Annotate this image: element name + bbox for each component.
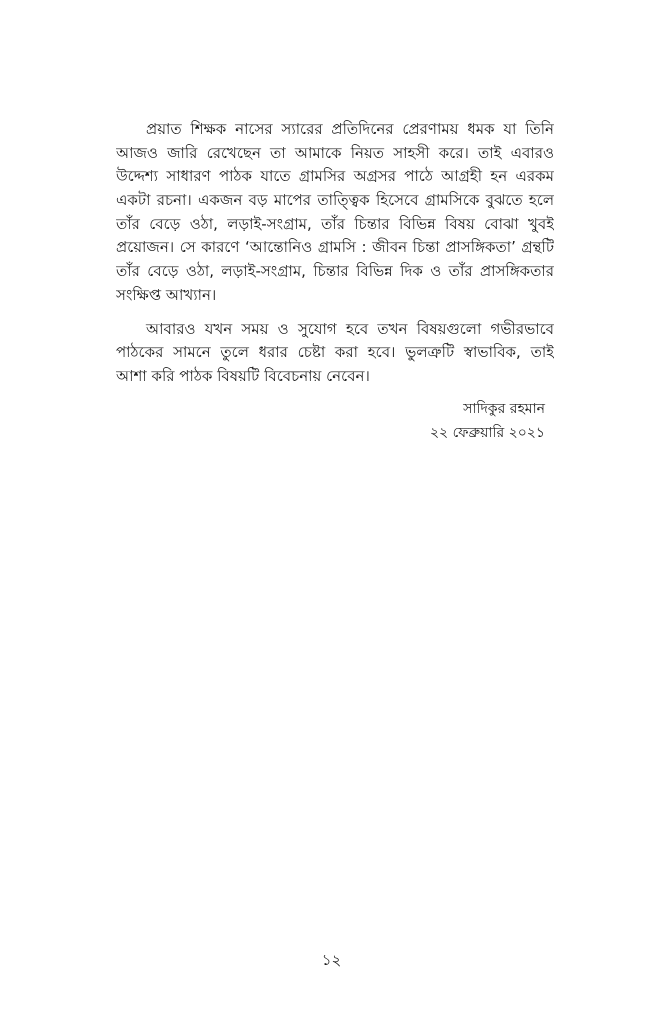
paragraph-line: প্রয়াত শিক্ষক নাসের স্যারের প্রতিদিনের প্রেরণাময় ধমক যা তিনি (146, 120, 554, 138)
page-number: ১২ (321, 951, 342, 969)
author-name: সাদিকুর রহমান (463, 401, 545, 417)
paragraph-line: তাঁর বেড়ে ওঠা, লড়াই-সংগ্রাম, তাঁর চিন্তার বিভিন্ন বিষয় বোঝা খুবই (116, 214, 554, 233)
paragraph-1 (116, 118, 554, 308)
paragraph-line: সংক্ষিপ্ত আখ্যান। (116, 285, 217, 304)
paragraph-line: একটা রচনা। একজন বড় মাপের তাত্ত্বিক হিসেবে গ্রামসিকে বুঝতে হলে (116, 191, 554, 210)
paragraph-spacer (116, 308, 554, 318)
paragraph-line: আবারও যখন সময় ও সুযোগ হবে তখন বিষয়গুলো গভীরভাবে (146, 319, 554, 338)
paragraph-line: উদ্দেশ্য সাধারণ পাঠক যাতে গ্রামসির অগ্রসর পাঠে আগ্রহী হন এরকম (116, 167, 554, 186)
paragraph-line: প্রয়োজন। সে কারণে ‘আন্তোনিও গ্রামসি : জীবন চিন্তা প্রাসঙ্গিকতা’ গ্রন্থটি (116, 238, 554, 257)
paragraph-line: তাঁর বেড়ে ওঠা, লড়াই-সংগ্রাম, চিন্তার বিভিন্ন দিক ও তাঁর প্রাসঙ্গিকতার (116, 262, 554, 281)
paragraph-line: আশা করি পাঠক বিষয়টি বিবেচনায় নেবেন। (116, 366, 370, 385)
paragraph-line: পাঠকের সামনে তুলে ধরার চেষ্টা করা হবে। ভুলত্রুটি স্বাভাবিক, তাই (116, 343, 554, 362)
signature-block (430, 397, 545, 445)
paragraph-2 (116, 318, 554, 389)
signature-date: ২২ ফেব্রুয়ারি ২০২১ (429, 425, 545, 441)
paragraph-line: আজও জারি রেখেছেন তা আমাকে নিয়ত সাহসী করে। তাই এবারও (116, 143, 554, 162)
preface-text (116, 118, 554, 389)
